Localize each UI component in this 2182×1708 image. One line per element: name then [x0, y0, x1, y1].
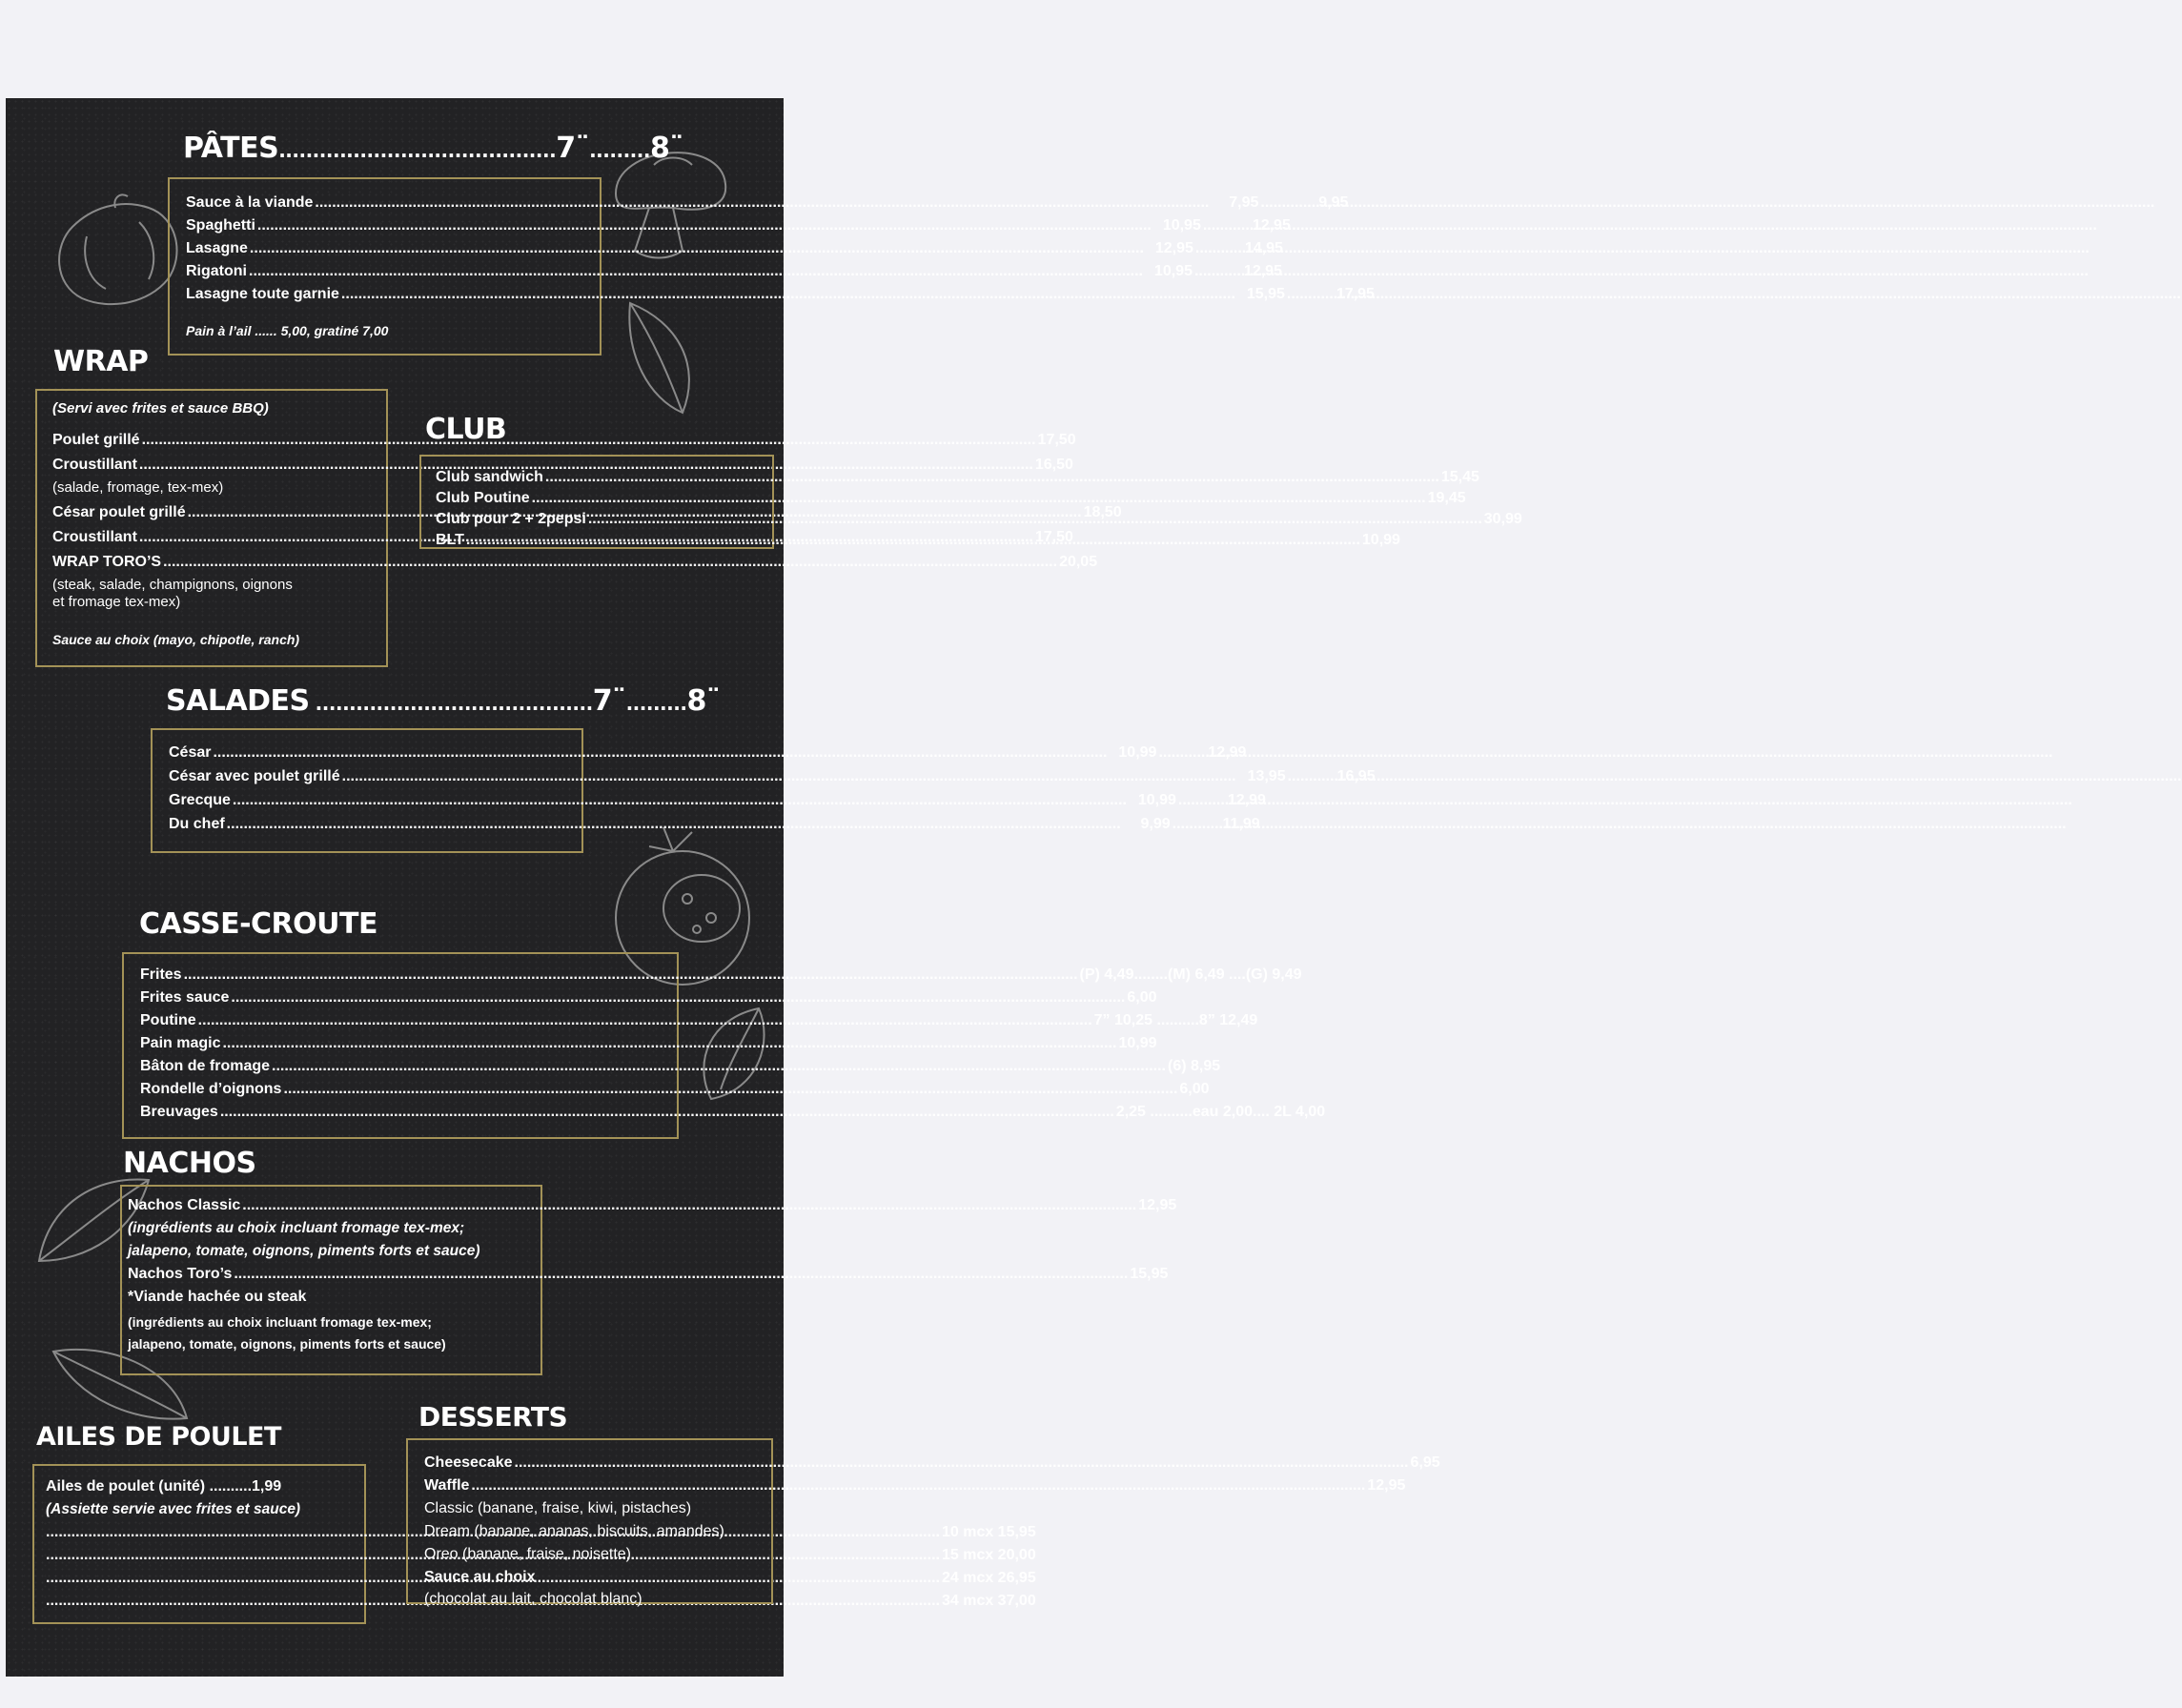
item-name: Nachos Classic — [128, 1197, 241, 1213]
leader-dots — [1158, 745, 1196, 761]
casse-row — [140, 1012, 1258, 1028]
item-name: Cheesecake — [424, 1454, 513, 1471]
leader-dots — [227, 817, 1121, 832]
item-name: Bâton de fromage — [140, 1058, 271, 1074]
item-price: 15 mcx 20,00 — [941, 1547, 1036, 1563]
wrap-row — [52, 457, 1073, 473]
salades-row — [169, 768, 1376, 784]
item-name: WRAP TORO’S — [52, 554, 162, 570]
club-title: CLUB — [425, 413, 507, 446]
price-8: 11,99 — [1222, 816, 1260, 832]
leader-dots — [1194, 264, 1233, 279]
leader-dots — [466, 533, 1360, 548]
item-name: Grecque — [169, 792, 231, 808]
pates-row — [186, 286, 1375, 302]
item-price: 30,99 — [1483, 511, 1522, 527]
pates-header — [183, 132, 683, 165]
dessert-sauce-title: Sauce au choix — [424, 1569, 536, 1585]
item-name: Poutine — [140, 1012, 196, 1028]
casse-croute-title: CASSE-CROUTE — [139, 907, 377, 941]
item-name: César avec poulet grillé — [169, 768, 340, 784]
item-name: César — [169, 744, 212, 761]
price-7: 10,99 — [1118, 744, 1157, 761]
item-price: 2,25 ..........eau 2,00.... 2L 4,00 — [1115, 1104, 1326, 1120]
item-price: 6,00 — [1179, 1081, 1210, 1097]
leader-dots — [213, 745, 1107, 761]
casse-row — [140, 1058, 1221, 1074]
pates-size-7: 7¨ — [556, 132, 590, 165]
item-price: 17,50 — [1034, 529, 1073, 545]
salades-box — [151, 728, 1376, 853]
item-price: 17,50 — [1037, 432, 1076, 448]
club-row — [436, 490, 1466, 506]
nachos-row — [128, 1197, 1177, 1213]
item-name: Sauce à la viande — [186, 194, 314, 211]
item-price: 10 mcx 15,95 — [941, 1524, 1036, 1540]
leader-dots — [1288, 769, 1326, 784]
pates-title: PÂTES — [183, 132, 279, 165]
salades-title: SALADES — [166, 684, 310, 718]
leader-dots — [342, 769, 1236, 784]
item-name: Frites sauce — [140, 989, 230, 1006]
waffle-option: Classic (banane, fraise, kiwi, pistaches) — [424, 1500, 692, 1516]
price-8: 16,95 — [1336, 768, 1376, 784]
casse-row — [140, 989, 1157, 1006]
item-price: 6,00 — [1127, 989, 1157, 1006]
item-name: Lasagne — [186, 240, 248, 256]
item-name: Breuvages — [140, 1104, 218, 1120]
wrap-desc: (salade, fromage, tex-mex) — [52, 479, 224, 496]
pates-row — [186, 217, 1291, 234]
item-name: Rondelle d’oignons — [140, 1081, 282, 1097]
leader-dots — [250, 241, 1144, 256]
leader-dots — [233, 793, 1127, 808]
leader-dots — [588, 512, 1482, 527]
item-price: (P) 4,49........(M) 6,49 ....(G) 9,49 — [1079, 966, 1302, 983]
leader-dots — [1173, 817, 1211, 832]
desserts-row — [424, 1454, 1440, 1471]
casse-row — [140, 1104, 1326, 1120]
item-price: 7” 10,25 ..........8” 12,49 — [1093, 1012, 1258, 1028]
leader-dots — [220, 1105, 1114, 1120]
wrap-title: WRAP — [53, 345, 149, 378]
pates-garlic-bread-note: Pain à l’ail ...... 5,00, gratiné 7,00 — [186, 323, 389, 338]
pates-row — [186, 263, 1282, 279]
nachos-meat-note: *Viande hachée ou steak — [128, 1289, 307, 1305]
leader-dots — [1178, 793, 1216, 808]
club-row — [436, 469, 1479, 485]
price-8: 12,95 — [1243, 263, 1282, 279]
leader-dots — [249, 264, 1143, 279]
leader-dots — [545, 470, 1439, 485]
casse-row — [140, 966, 1302, 983]
item-name: Croustillant — [52, 529, 137, 545]
item-name: BLT — [436, 532, 464, 548]
nachos-box — [120, 1185, 1177, 1375]
item-name: Club Poutine — [436, 490, 530, 506]
leader-dots — [1203, 218, 1241, 234]
pepper-drawing-icon — [44, 189, 187, 313]
item-price: 15,95 — [1130, 1266, 1169, 1282]
price-7: 10,95 — [1153, 263, 1193, 279]
price-7: 15,95 — [1246, 286, 1285, 302]
item-name: Club sandwich — [436, 469, 543, 485]
dessert-sauce-desc: (chocolat au lait, chocolat blanc) — [424, 1591, 642, 1607]
leader-dots — [184, 967, 1078, 983]
leader-dots — [1260, 195, 1298, 211]
wrap-intro: (Servi avec frites et sauce BBQ) — [52, 400, 269, 417]
wrap-desc: (steak, salade, champignons, oignons — [52, 577, 293, 593]
item-price: 6,95 — [1410, 1454, 1440, 1471]
item-name: Du chef — [169, 816, 225, 832]
leader-dots — [257, 218, 1152, 234]
nachos-desc: (ingrédients au choix incluant fromage tex-mex; — [128, 1220, 465, 1236]
leaf-drawing-icon — [621, 298, 706, 422]
item-name: César poulet grillé — [52, 504, 186, 520]
item-name: Nachos Toro’s — [128, 1266, 233, 1282]
leader-dots — [272, 1059, 1166, 1074]
desserts-title: DESSERTS — [418, 1401, 568, 1433]
item-price: 19,45 — [1427, 490, 1466, 506]
price-8: 17,95 — [1336, 286, 1375, 302]
price-7: 10,99 — [1137, 792, 1176, 808]
ailes-plate-note: (Assiette servie avec frites et sauce) — [46, 1501, 301, 1517]
item-price: (6) 8,95 — [1167, 1058, 1221, 1074]
pates-row — [186, 240, 1283, 256]
leader-dots — [242, 1198, 1136, 1213]
item-price: 12,95 — [1367, 1477, 1406, 1494]
leader-dots — [142, 433, 1036, 448]
wrap-desc: et fromage tex-mex) — [52, 594, 181, 610]
price-8: 9,95 — [1318, 194, 1349, 211]
salades-size-7: 7¨ — [592, 684, 626, 718]
pates-size-8: 8¨ — [649, 132, 683, 165]
casse-row — [140, 1035, 1157, 1051]
item-name: Rigatoni — [186, 263, 247, 279]
item-name: Club pour 2 + 2pepsi — [436, 511, 586, 527]
pates-box — [168, 177, 1375, 356]
leader-dots — [471, 1478, 1365, 1494]
item-price: 10,99 — [1118, 1035, 1157, 1051]
nachos-desc: jalapeno, tomate, oignons, piments forts et sauce) — [128, 1243, 480, 1259]
pates-row — [186, 194, 1349, 211]
price-7: 13,95 — [1247, 768, 1286, 784]
item-price: 10,99 — [1361, 532, 1400, 548]
ailes-unit-price: Ailes de poulet (unité) ..........1,99 — [46, 1478, 282, 1494]
salades-title-dots: ......................................... — [315, 692, 593, 715]
leader-dots — [283, 1082, 1177, 1097]
price-8: 12,99 — [1227, 792, 1266, 808]
price-7: 10,95 — [1162, 217, 1201, 234]
item-price: 18,50 — [1083, 504, 1122, 520]
price-7: 9,99 — [1140, 816, 1171, 832]
waffle-option: Oreo (banane, fraise, noisette) — [424, 1546, 632, 1562]
nachos-desc: (ingrédients au choix incluant fromage tex-mex; — [128, 1314, 432, 1330]
leader-dots — [231, 990, 1125, 1006]
menu-board — [6, 98, 1522, 1677]
salades-row — [169, 792, 1266, 808]
item-name: Spaghetti — [186, 217, 255, 234]
price-8: 12,99 — [1208, 744, 1247, 761]
salades-row — [169, 816, 1260, 832]
nachos-row — [128, 1266, 1169, 1282]
item-name: Waffle — [424, 1477, 470, 1494]
item-name: Poulet grillé — [52, 432, 140, 448]
item-name: Croustillant — [52, 457, 137, 473]
item-price: 20,05 — [1059, 554, 1098, 570]
item-name: Lasagne toute garnie — [186, 286, 339, 302]
pates-size-dots: ......... — [589, 139, 650, 162]
leader-dots — [532, 491, 1426, 506]
salades-header — [166, 684, 721, 718]
desserts-row — [424, 1477, 1406, 1494]
pates-title-dots: ......................................... — [278, 139, 557, 162]
wrap-sauce-note: Sauce au choix (mayo, chipotle, ranch) — [52, 632, 300, 647]
leader-dots — [163, 555, 1057, 570]
item-name: Frites — [140, 966, 182, 983]
salades-size-dots: ......... — [625, 692, 687, 715]
salades-size-8: 8¨ — [686, 684, 721, 718]
casse-row — [140, 1081, 1210, 1097]
leader-dots — [222, 1036, 1116, 1051]
item-price: 12,95 — [1138, 1197, 1177, 1213]
leader-dots — [234, 1267, 1128, 1282]
price-7: 12,95 — [1154, 240, 1193, 256]
wrap-row — [52, 432, 1076, 448]
casse-croute-box — [122, 952, 1326, 1139]
price-7: 7,95 — [1229, 194, 1259, 211]
item-name: Pain magic — [140, 1035, 221, 1051]
item-price: 16,50 — [1034, 457, 1073, 473]
leader-dots — [1195, 241, 1234, 256]
ailes-title: AILES DE POULET — [36, 1422, 281, 1452]
leader-dots — [315, 195, 1209, 211]
wrap-row — [52, 554, 1098, 570]
price-8: 12,95 — [1252, 217, 1291, 234]
leader-dots — [1287, 287, 1325, 302]
nachos-desc: jalapeno, tomate, oignons, piments forts et sauce) — [128, 1336, 446, 1352]
leader-dots — [515, 1455, 1409, 1471]
price-8: 14,95 — [1244, 240, 1283, 256]
salades-row — [169, 744, 1247, 761]
nachos-title: NACHOS — [123, 1147, 256, 1180]
waffle-option: Dream (banane, ananas, biscuits, amandes) — [424, 1523, 724, 1539]
item-price: 34 mcx 37,00 — [941, 1593, 1036, 1609]
leader-dots — [198, 1013, 1092, 1028]
leader-dots — [341, 287, 1235, 302]
item-price: 15,45 — [1440, 469, 1479, 485]
item-price: 24 mcx 26,95 — [941, 1570, 1036, 1586]
